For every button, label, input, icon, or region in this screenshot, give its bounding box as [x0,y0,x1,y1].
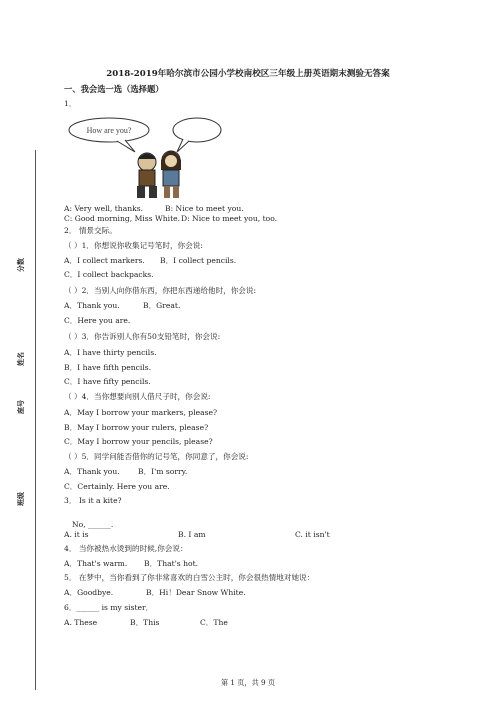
page-number: 第 1 页，共 9 页 [220,678,276,687]
q2-item2: （ ）2．当别人向你借东西，你把东西递给他时，你会说: [64,286,257,295]
q3-heading: 3． Is it a kite? [64,496,122,505]
q3-option-a: A. it is [64,530,89,539]
q1-number: 1． [64,99,77,108]
boy-figure [137,153,157,198]
sidebar-name-label: 姓名 [16,352,25,366]
q2-item3: （ ）3．你告诉别人你有50支铅笔时，你会说: [64,332,221,341]
q2-item4-option-a: A．May I borrow your markers, please? [64,408,218,417]
q5-option-b: B．Hi！Dear Snow White. [146,588,246,597]
q2-item5-option-c: C．Certainly. Here you are. [64,482,170,491]
sidebar-score-label: 分数 [16,258,25,272]
q5-option-a: A．Goodbye. [64,588,114,597]
q1-option-b: B: Nice to meet you. [165,204,244,213]
q6-option-c: C．The [200,618,228,627]
q3-option-c: C. it isn't [295,530,330,539]
q2-item1-option-a: A．I collect markers. [64,256,145,265]
q4-option-b: B．That's hot. [144,559,199,568]
q2-item3-option-a: A．I have thirty pencils. [64,348,157,357]
q2-item2-option-c: C．Here you are. [64,316,131,325]
q6-heading: 6．______ is my sister． [64,603,154,612]
q2-item1-option-b: B．I collect pencils. [160,256,237,265]
q5-heading: 5． 在梦中，当你看到了你非常喜欢的白雪公主时，你会很热情地对她说： [64,573,315,582]
q2-heading: 2． 情景交际。 [64,226,117,235]
q1-option-d: D: Nice to meet you, too. [181,214,278,223]
q2-item4-option-c: C．May I borrow your pencils, please? [64,437,213,446]
q2-item3-option-b: B．I have fifth pencils. [64,363,152,372]
q1-option-a: A: Very well, thanks. [64,204,144,213]
speech-bubble-left [69,118,149,152]
q3-option-b: B. I am [178,530,206,539]
q1-option-c: C: Good morning, Miss White. [64,214,181,223]
q4-option-a: A．That's warm. [64,559,128,568]
margin-line [35,150,36,690]
q3-answer-line: No, ______. [72,520,114,529]
q4-heading: 4． 当你被热水烫到的时候,你会说： [64,544,188,553]
q6-option-b: B．This [130,618,160,627]
q2-item2-option-b: B．Great. [143,301,181,310]
q2-item2-option-a: A．Thank you. [64,301,120,310]
q6-option-a: A. These [64,618,98,627]
q2-item4: （ ）4．当你想要向别人借尺子时，你会说: [64,392,211,401]
q2-item3-option-c: C．I have fifty pencils. [64,377,151,386]
q2-item1-option-c: C．I collect backpacks. [64,270,154,279]
q2-item4-option-b: B．May I borrow your rulers, please? [64,423,209,432]
sidebar-number-label: 座号 [16,400,25,414]
speech-bubble-right [173,118,221,152]
q2-item5-option-b: B．I'm sorry. [138,467,188,476]
q1-illustration [65,112,225,202]
page-title: 2018-2019年哈尔滨市公园小学校南校区三年级上册英语期末测验无答案 [106,69,390,79]
sidebar-class-label: 班级 [16,492,25,506]
girl-figure [161,151,181,198]
q2-item5: （ ）5．同学问能否借你的记号笔，你同意了，你会说: [64,452,249,461]
speech-bubble-text: How are you? [86,126,132,135]
q2-item5-option-a: A．Thank you. [64,467,120,476]
section-heading: 一、我会选一选（选择题） [64,84,164,94]
q2-item1: （ ）1．你想说你收集记号笔时，你会说: [64,241,203,250]
